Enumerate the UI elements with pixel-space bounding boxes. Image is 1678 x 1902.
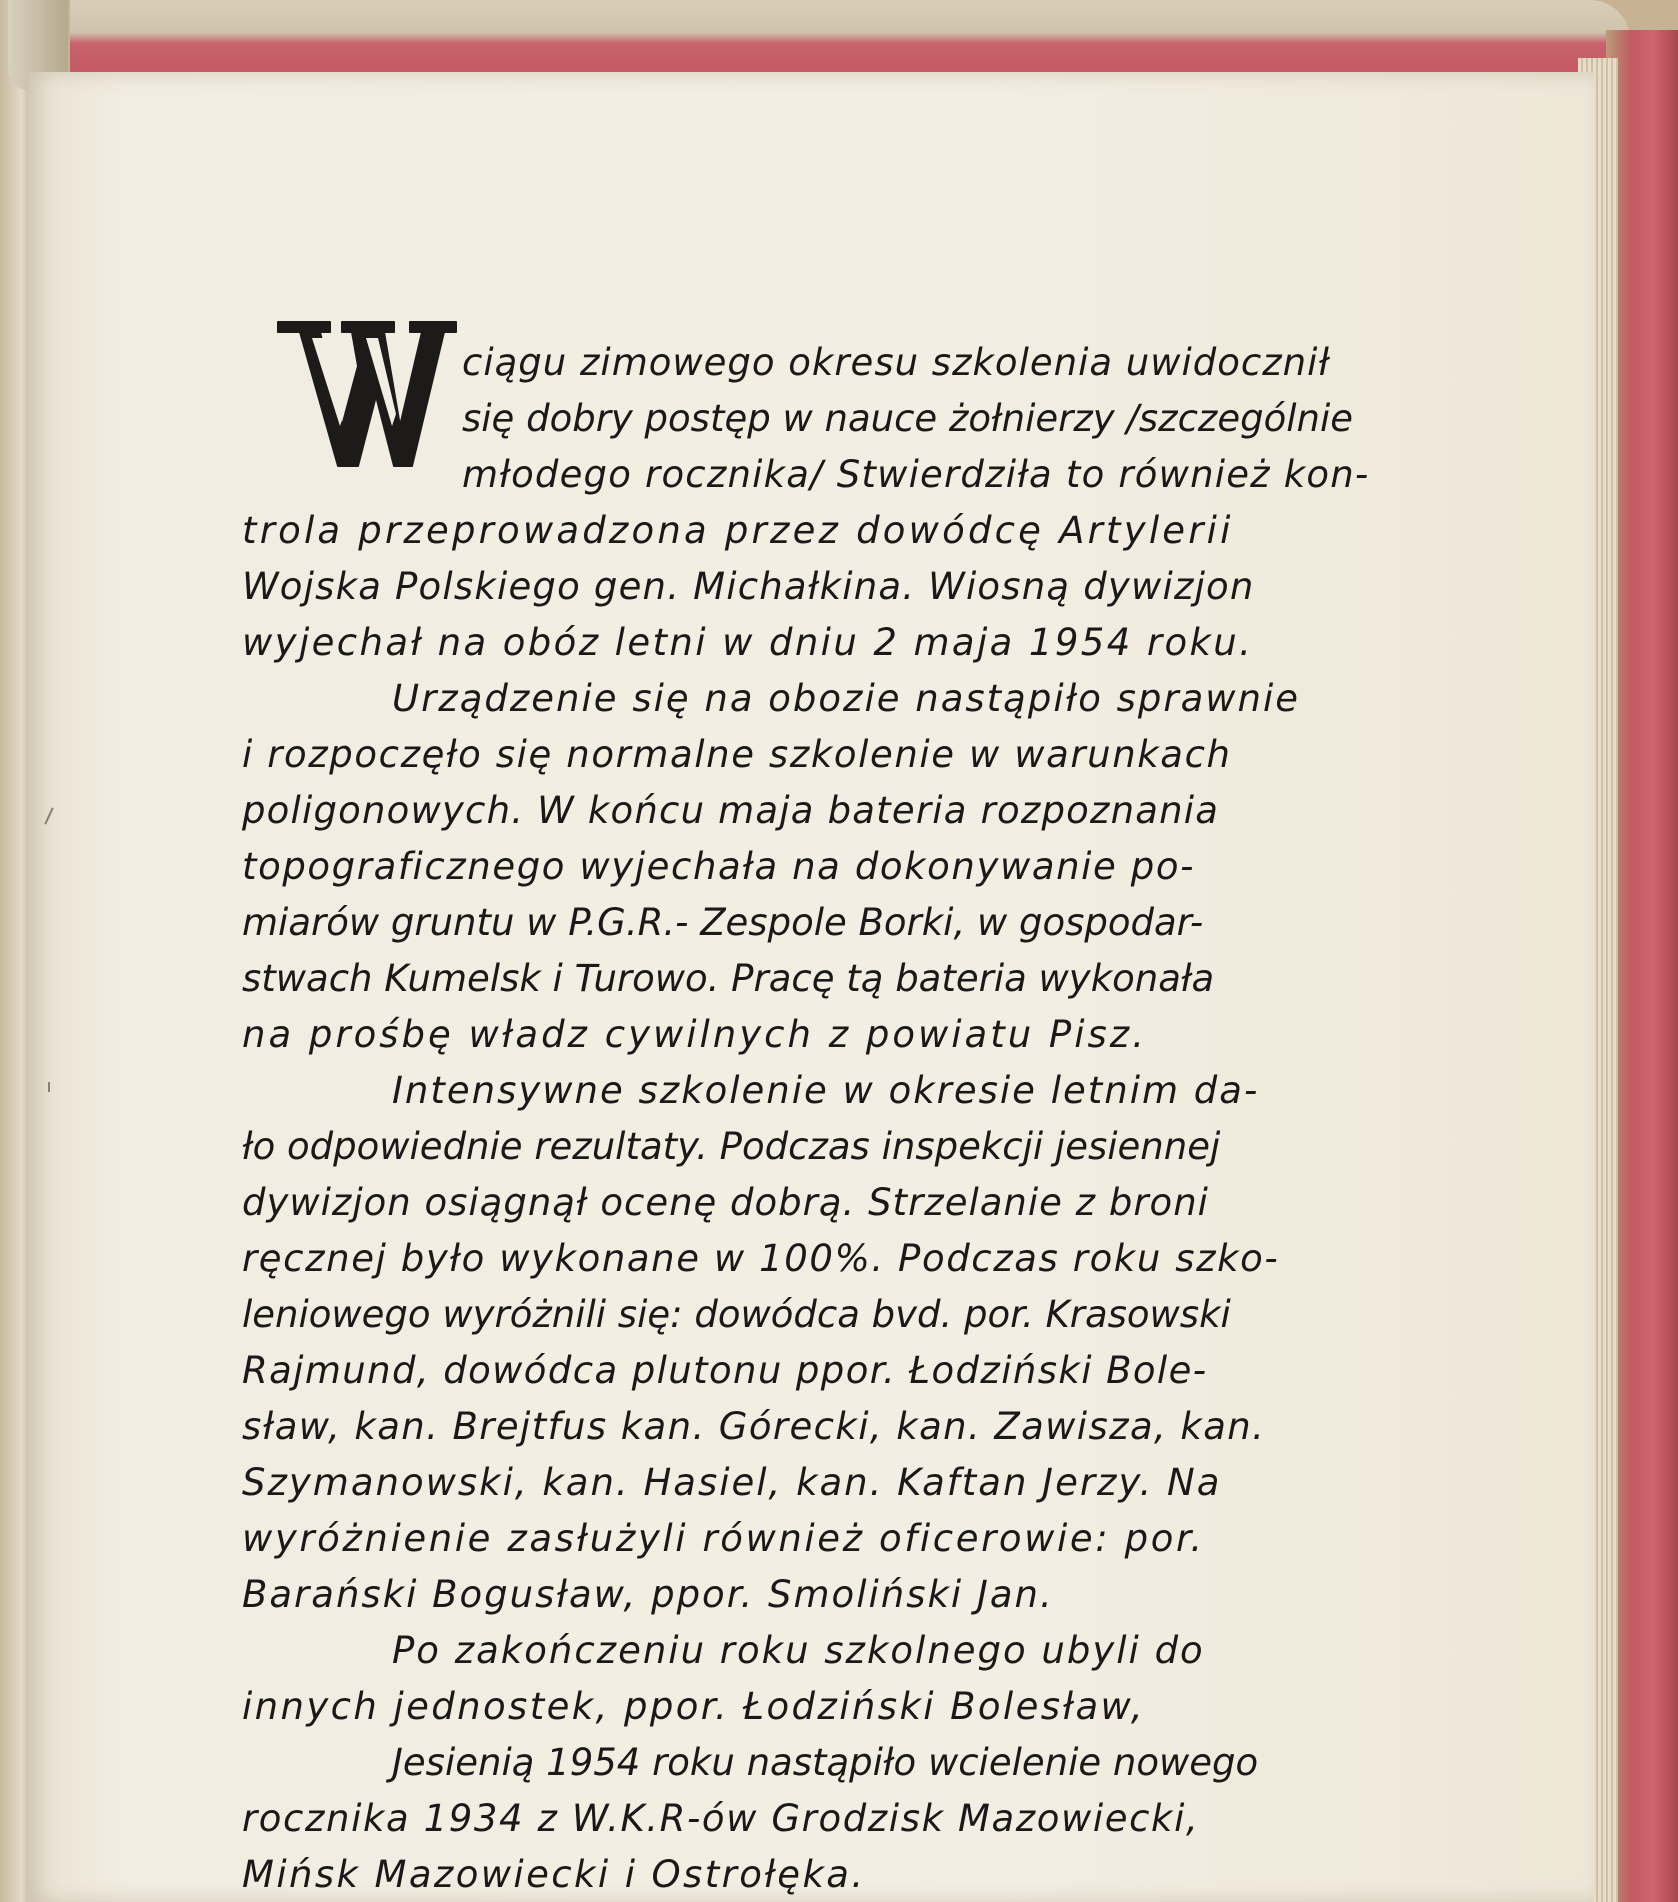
text-line-21: Szymanowski, kan. Hasiel, kan. Kaftan Jerzy. Na [242,1461,1222,1504]
text-line-2: się dobry postęp w nauce żołnierzy /szczególnie [462,397,1353,440]
text-line-6: wyjechał na obóz letni w dniu 2 maja 1954 roku. [242,621,1254,664]
drop-cap-letter: W [361,456,373,467]
text-line-18: leniowego wyróżnili się: dowódca bvd. por. Krasowski [242,1293,1231,1336]
text-line-17: ręcznej było wykonane w 100%. Podczas roku szko- [242,1237,1280,1280]
text-line-4: trola przeprowadzona przez dowódcę Artylerii [242,509,1234,552]
margin-mark [48,1082,50,1092]
text-line-5: Wojska Polskiego gen. Michałkina. Wiosną dywizjon [242,565,1255,608]
text-line-11: miarów gruntu w P.G.R.- Zespole Borki, w gospodar- [242,901,1204,944]
text-line-15: ło odpowiednie rezultaty. Podczas inspekcji jesiennej [242,1125,1221,1168]
text-line-9: poligonowych. W końcu maja bateria rozpoznania [242,789,1220,832]
text-line-22: wyróżnienie zasłużyli również oficerowie: por. [242,1517,1205,1560]
text-line-3: młodego rocznika/ Stwierdziła to również kon- [462,453,1370,496]
handwritten-page [28,72,1594,1902]
text-line-26: Jesienią 1954 roku nastąpiło wcielenie nowego [392,1741,1259,1784]
text-line-8: i rozpoczęło się normalne szkolenie w warunkach [242,733,1232,776]
text-line-19: Rajmund, dowódca plutonu ppor. Łodziński Bole- [242,1349,1208,1392]
text-line-7: Urządzenie się na obozie nastąpiło sprawnie [392,677,1301,720]
margin-mark [44,807,53,824]
drop-cap-initial [272,314,462,474]
text-line-20: sław, kan. Brejtfus kan. Górecki, kan. Zawisza, kan. [242,1405,1266,1448]
text-line-1: ciągu zimowego okresu szkolenia uwidocznił [462,341,1331,384]
text-line-13: na prośbę władz cywilnych z powiatu Pisz. [242,1013,1147,1056]
text-line-25: innych jednostek, ppor. Łodziński Bolesław, [242,1685,1145,1728]
chronicle-text [242,244,1442,1896]
text-line-23: Barański Bogusław, ppor. Smoliński Jan. [242,1573,1054,1616]
text-line-14: Intensywne szkolenie w okresie letnim da- [392,1069,1260,1112]
book-cover-top-edge [70,0,1630,72]
text-line-27: rocznika 1934 z W.K.R-ów Grodzisk Mazowiecki, [242,1797,1200,1840]
text-line-24: Po zakończeniu roku szkolnego ubyli do [392,1629,1205,1672]
text-line-12: stwach Kumelsk i Turowo. Pracę tą bateria wykonała [242,957,1215,1000]
text-line-28: Mińsk Mazowiecki i Ostrołęka. [242,1853,866,1896]
text-line-10: topograficznego wyjechała na dokonywanie po- [242,845,1196,888]
text-line-16: dywizjon osiągnął ocenę dobrą. Strzelanie z broni [242,1181,1209,1224]
